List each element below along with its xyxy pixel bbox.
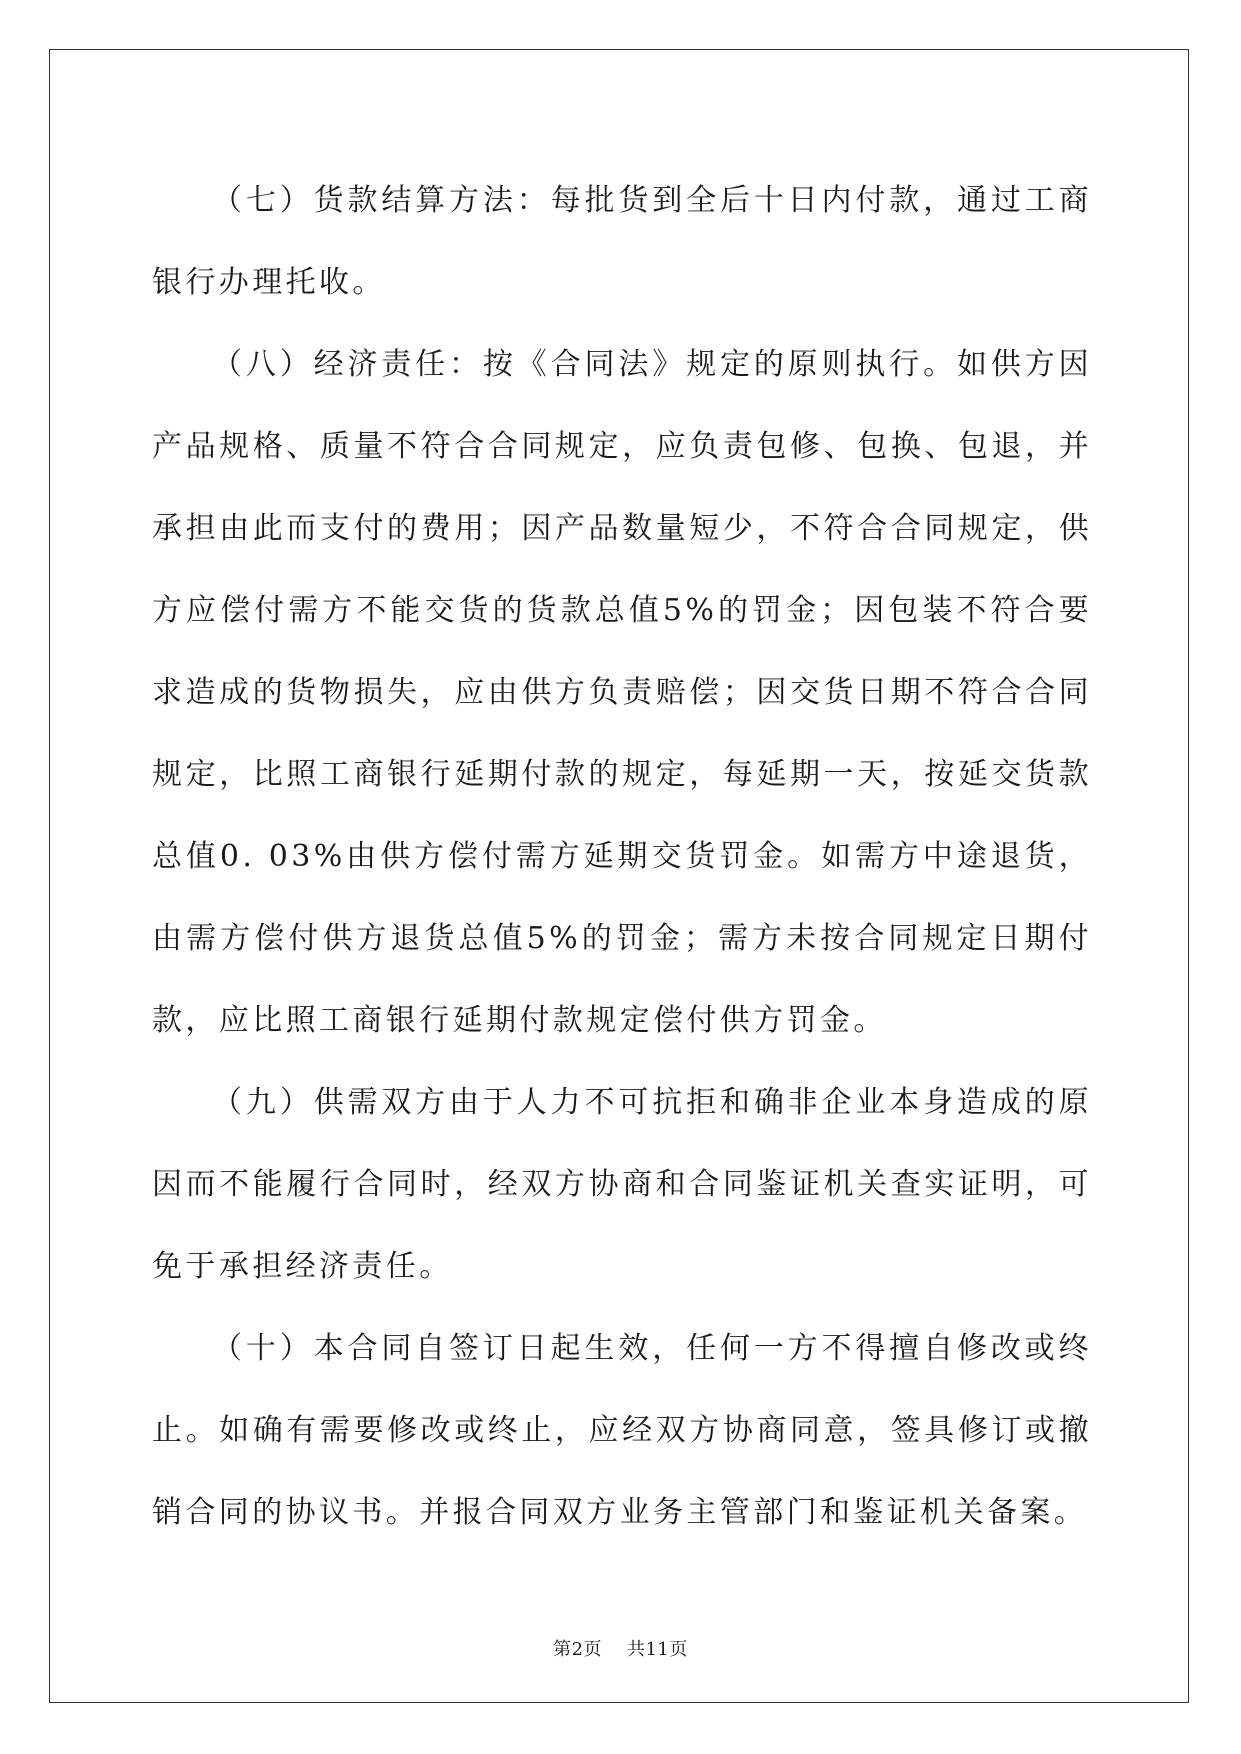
paragraph-payment-method: （七）货款结算方法：每批货到全后十日内付款，通过工商银行办理托收。 — [152, 183, 1092, 300]
paragraph-effective-date: （十）本合同自签订日起生效，任何一方不得擅自修改或终止。如确有需要修改或终止，应经双方协商同意，签具修订或撤销合同的协议书。并报合同双方业务主管部门和鉴证机关备案。 — [152, 1331, 1092, 1530]
paragraph-economic-liability: （八）经济责任：按《合同法》规定的原则执行。如供方因产品规格、质量不符合合同规定，应负责包修、包换、包退，并承担由此而支付的费用；因产品数量短少，不符合合同规定，供方应偿付需方不能交货的货款总值5%的罚金；因包装不符合要求造成的货物损失，应由供方负责赔偿；因交货日期不符合合同规定，比照工商银行延期付款的规定，每延期一天，按延交货款总值0. 03%由供方偿付需方延期交货罚金。如需方中途退货，由需方偿付供方退货总值5%的罚金；需方未按合同规定日期付款，应比照工商银行延期付款规定偿付供方罚金。 — [152, 347, 1092, 1038]
page-number: 第2页 — [553, 1639, 603, 1660]
page-footer — [0, 1635, 1241, 1661]
page-total: 共11页 — [626, 1639, 688, 1660]
paragraph-force-majeure: （九）供需双方由于人力不可抗拒和确非企业本身造成的原因而不能履行合同时，经双方协商和合同鉴证机关查实证明，可免于承担经济责任。 — [152, 1085, 1092, 1284]
document-body — [152, 160, 1092, 1554]
